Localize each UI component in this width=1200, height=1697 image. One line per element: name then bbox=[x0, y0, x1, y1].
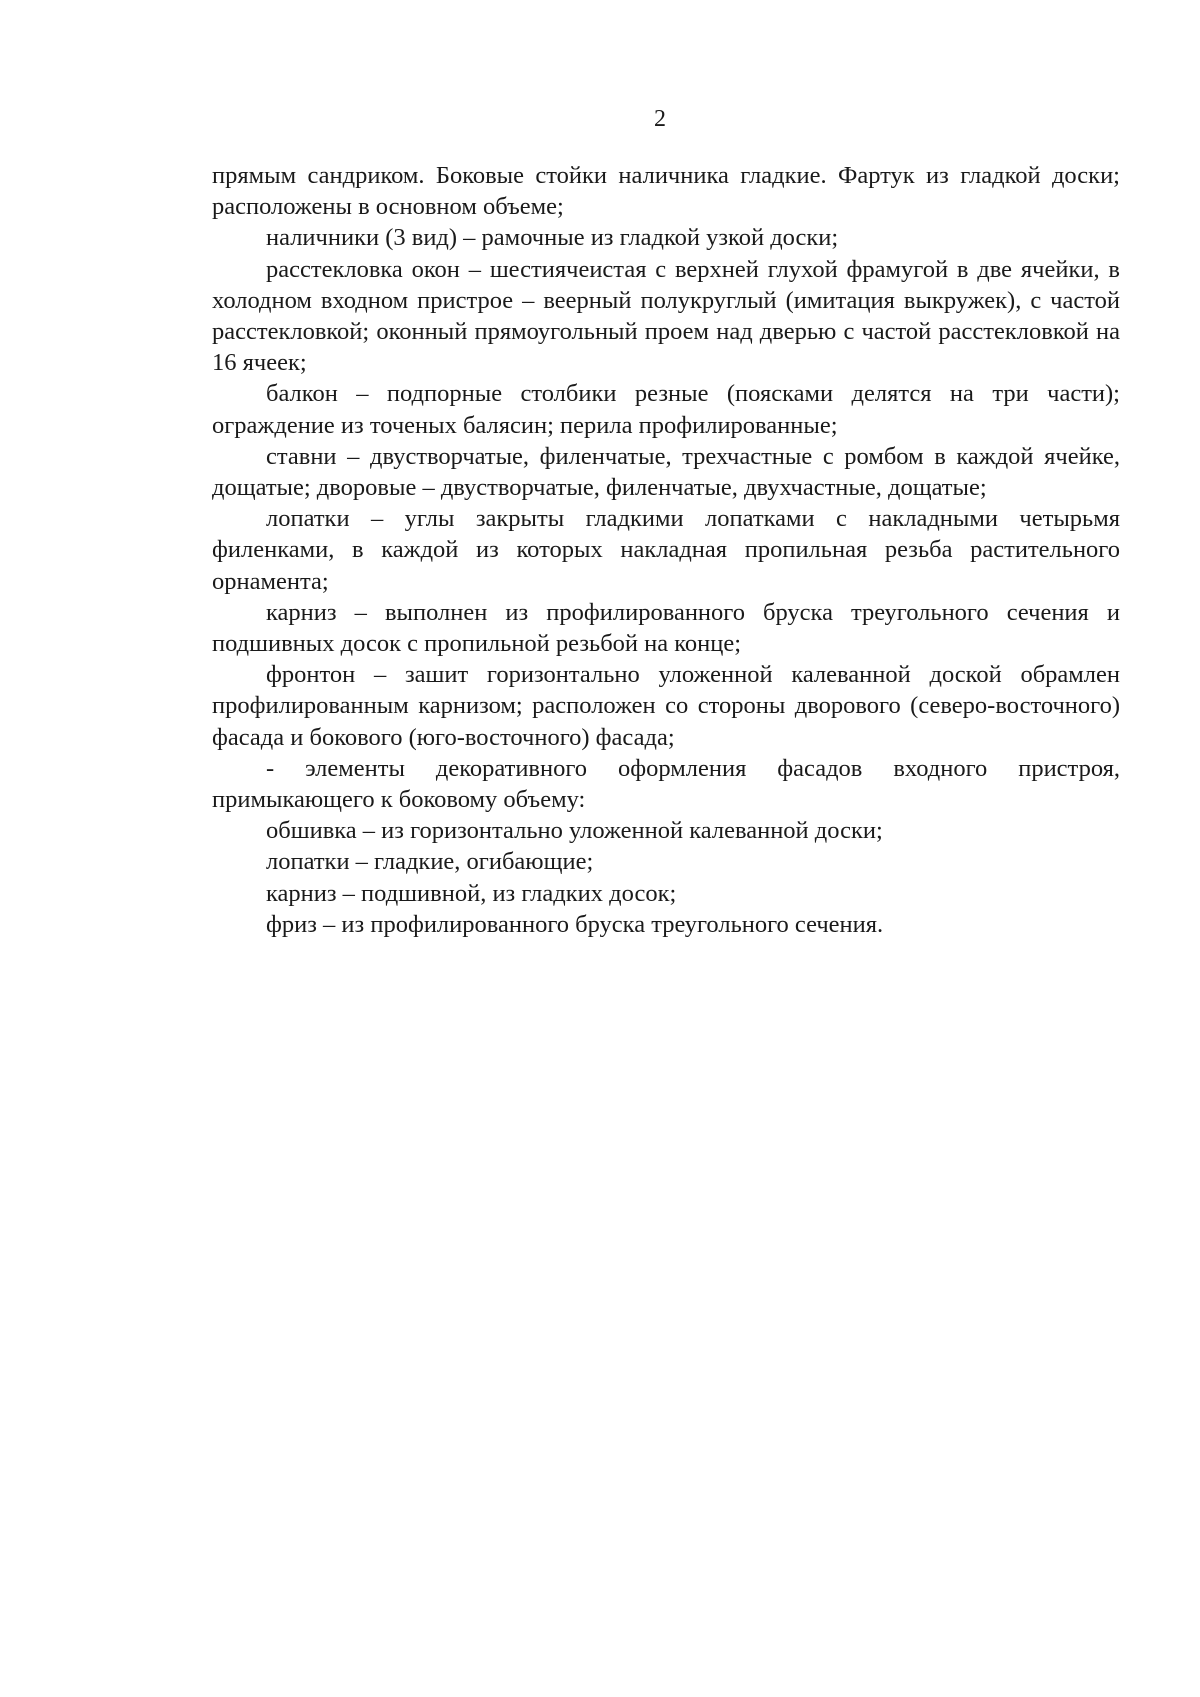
paragraph: фронтон – зашит горизонтально уложенной калеванной доской обрамлен профилированным карнизом; расположен со стороны дворового (северо-восточного) фасада и бокового (юго-восточного) фасада; bbox=[212, 661, 1120, 751]
paragraph: лопатки – углы закрыты гладкими лопатками с накладными четырьмя филенками, в каждой из которых накладная пропильная резьба растительного орнамента; bbox=[212, 505, 1120, 595]
paragraph: обшивка – из горизонтально уложенной калеванной доски; bbox=[266, 817, 883, 845]
paragraph: фриз – из профилированного бруска треугольного сечения. bbox=[266, 910, 884, 938]
document-body bbox=[212, 160, 1120, 940]
paragraph: расстекловка окон – шестиячеистая с верхней глухой фрамугой в две ячейки, в холодном входном пристрое – веерный полукруглый (имитация выкружек), с частой расстекловкой; оконный прямоугольный проем над дверью с частой расстекловкой на 16 ячеек; bbox=[212, 255, 1120, 377]
paragraph: лопатки – гладкие, огибающие; bbox=[266, 848, 594, 876]
paragraph: карниз – подшивной, из гладких досок; bbox=[266, 879, 677, 907]
paragraph: наличники (3 вид) – рамочные из гладкой узкой доски; bbox=[266, 224, 839, 252]
paragraph: карниз – выполнен из профилированного бруска треугольного сечения и подшивных досок с пропильной резьбой на конце; bbox=[212, 598, 1120, 658]
page-number: 2 bbox=[654, 106, 666, 132]
paragraph: прямым сандриком. Боковые стойки наличника гладкие. Фартук из гладкой доски; расположены в основном объеме; bbox=[212, 162, 1120, 221]
paragraph: - элементы декоративного оформления фасадов входного пристроя, примыкающего к боковому объему: bbox=[212, 754, 1120, 814]
paragraph: балкон – подпорные столбики резные (поясками делятся на три части); ограждение из точеных балясин; перила профилированные; bbox=[212, 380, 1120, 439]
paragraph: ставни – двустворчатые, филенчатые, трехчастные с ромбом в каждой ячейке, дощатые; дворовые – двустворчатые, филенчатые, двухчастные, дощатые; bbox=[212, 442, 1120, 502]
